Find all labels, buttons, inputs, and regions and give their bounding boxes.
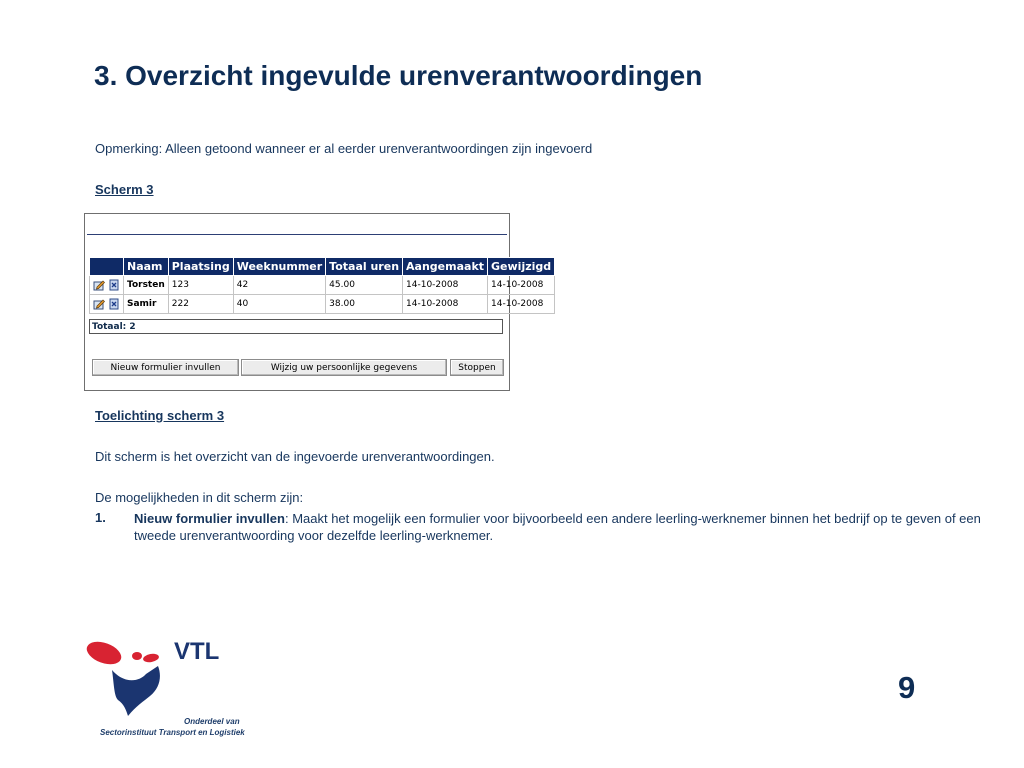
table-row [90,295,555,314]
cell-weeknummer: 40 [233,295,325,314]
cell-aangemaakt: 14-10-2008 [403,276,488,295]
logo-red-swoosh-left [84,637,124,668]
cell-plaatsing: 222 [168,295,233,314]
option-item [134,510,984,544]
screenshot-panel [84,213,552,391]
options-intro: De mogelijkheden in dit scherm zijn: [95,490,304,505]
edit-icon[interactable] [93,279,105,291]
edit-details-button[interactable]: Wijzig uw persoonlijke gegevens [241,359,447,376]
option-number: 1. [95,510,106,525]
option-text: : Maakt het mogelijk een formulier voor bijvoorbeeld een andere leerling-werknemer binnen het bedrijf op te geven of een tweede urenverantwoording voor dezelfde leerling-werknemer. [134,511,981,543]
actions-header [90,258,124,276]
table-header-row [90,258,555,276]
remark-text: Opmerking: Alleen getoond wanneer er al eerder urenverantwoordingen zijn ingevoerd [95,141,593,156]
cell-aangemaakt: 14-10-2008 [403,295,488,314]
column-header: Plaatsing [168,258,233,276]
cell-gewijzigd: 14-10-2008 [488,276,555,295]
logo-red-dot [132,652,142,660]
results-table [89,257,555,314]
logo-caption-line1: Onderdeel van [184,717,240,726]
total-count: Totaal: 2 [89,319,503,334]
cell-totaal-uren: 38.00 [326,295,403,314]
cell-naam: Samir [124,295,169,314]
column-header: Aangemaakt [403,258,488,276]
cell-weeknummer: 42 [233,276,325,295]
delete-icon[interactable] [108,279,120,291]
row-actions [90,295,124,314]
delete-icon[interactable] [108,298,120,310]
page-title: 3. Overzicht ingevulde urenverantwoordingen [94,60,703,91]
column-header: Weeknummer [233,258,325,276]
option-label: Nieuw formulier invullen [134,511,285,526]
cell-gewijzigd: 14-10-2008 [488,295,555,314]
page-number: 9 [898,670,916,705]
new-form-button[interactable]: Nieuw formulier invullen [92,359,239,376]
logo-caption-line2: Sectorinstituut Transport en Logistiek [100,728,245,737]
explanation-text: Dit scherm is het overzicht van de ingevoerde urenverantwoordingen. [95,449,495,464]
cell-plaatsing: 123 [168,276,233,295]
column-header: Gewijzigd [488,258,555,276]
table-row [90,276,555,295]
logo-wordmark: VTL [174,638,220,665]
cell-naam: Torsten [124,276,169,295]
header-divider [87,234,507,235]
edit-icon[interactable] [93,298,105,310]
row-actions [90,276,124,295]
logo-navy-figure [112,666,160,716]
cell-totaal-uren: 45.00 [326,276,403,295]
explanation-heading: Toelichting scherm 3 [95,408,225,423]
column-header: Naam [124,258,169,276]
logo-red-swoosh-right [142,653,159,664]
screen-heading: Scherm 3 [95,182,154,197]
column-header: Totaal uren [326,258,403,276]
stop-button[interactable]: Stoppen [450,359,504,376]
